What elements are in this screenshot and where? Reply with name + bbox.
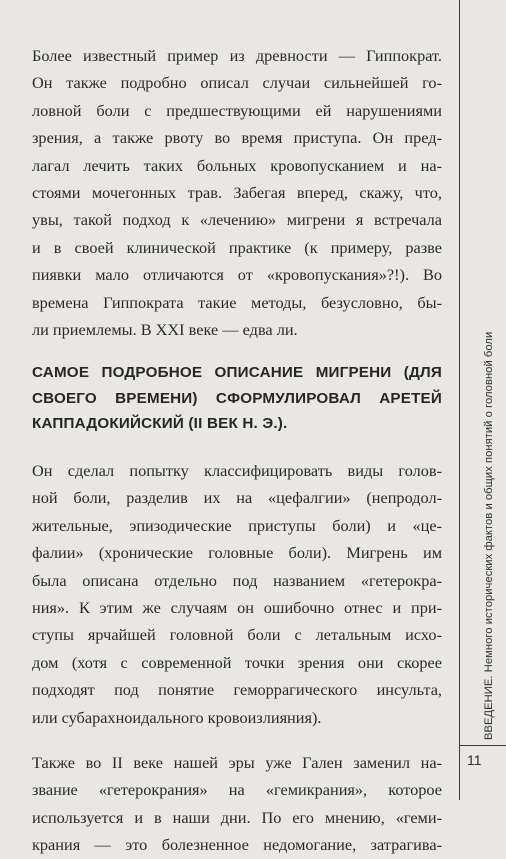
text-line: была описана отдельно под названием «гетерокра-: [32, 570, 442, 590]
margin-divider: [459, 0, 460, 800]
text-line: ния». К этим же случаям он ошибочно отнес и при-: [32, 598, 442, 617]
text-line: зрения, а также рвоту во время приступа. Он пред-: [32, 128, 442, 148]
running-header-title: Немного исторических фактов и общих понятий о головной боли: [483, 331, 495, 673]
paragraph-aretaeus: [32, 457, 442, 731]
text-line: звание «гетерокрания» на «гемикрания», которое: [32, 780, 442, 800]
text-line: лагал лечить таких больных кровопусканием и на-: [32, 155, 442, 175]
text-line: и в своей клинической практике (к примеру, разве: [32, 237, 442, 257]
text-line: увы, такой подход к «лечению» мигрени я встречала: [32, 210, 442, 230]
text-line: или субарахноидального кровоизлияния).: [32, 707, 322, 727]
page-number: 11: [467, 752, 482, 768]
heading-line: САМОЕ ПОДРОБНОЕ ОПИСАНИЕ МИГРЕНИ (ДЛЯ: [32, 364, 442, 382]
text-line: пиявки мало отличаются от «кровопускания»?!). Во: [32, 265, 442, 285]
paragraph-hippocrates: [32, 42, 442, 343]
paragraph-galen: [32, 749, 442, 859]
paragraph-gap: [32, 731, 442, 749]
text-line: Он сделал попытку классифицировать виды голов-: [32, 460, 442, 480]
text-line: Также во II веке нашей эры уже Гален заменил на-: [32, 753, 442, 773]
text-line: ной боли, разделив их на «цефалгии» (непродол-: [32, 488, 442, 508]
text-line: ступы ярчайшей головной боли с летальным исхо-: [32, 625, 442, 645]
text-line: ловной боли с предшествующими ей нарушениями: [32, 100, 442, 120]
running-header: [483, 332, 495, 740]
text-line: фалии» (хронические головные боли). Мигрень им: [32, 543, 442, 563]
page-body: [32, 42, 442, 859]
text-line: дом (хотя с современной точки зрения они скорее: [32, 652, 442, 672]
text-line: крания — это болезненное недомогание, затрагива-: [32, 835, 442, 855]
heading-line: КАППАДОКИЙСКИЙ (II ВЕК Н. Э.).: [32, 415, 288, 433]
text-line: используется и в наши дни. По его мнению, «геми-: [32, 807, 442, 827]
text-line: стоями мочегонных трав. Забегая вперед, скажу, что,: [32, 183, 442, 203]
text-line: подходят под понятие геморрагического инсульта,: [32, 680, 442, 700]
text-line: Он также подробно описал случаи сильнейшей го-: [32, 73, 442, 93]
section-heading: [32, 360, 442, 437]
text-line: жительные, эпизодические приступы боли) и «це-: [32, 515, 442, 535]
text-line: ли приемлемы. В XXI веке — едва ли.: [32, 320, 298, 340]
heading-line: СВОЕГО ВРЕМЕНИ) СФОРМУЛИРОВАЛ АРЕТЕЙ: [32, 389, 442, 407]
text-line: Более известный пример из древности — Гиппократ.: [32, 46, 442, 65]
running-header-section: ВВЕДЕНИЕ.: [483, 675, 495, 740]
text-line: времена Гиппократа такие методы, безусловно, бы-: [32, 292, 442, 312]
